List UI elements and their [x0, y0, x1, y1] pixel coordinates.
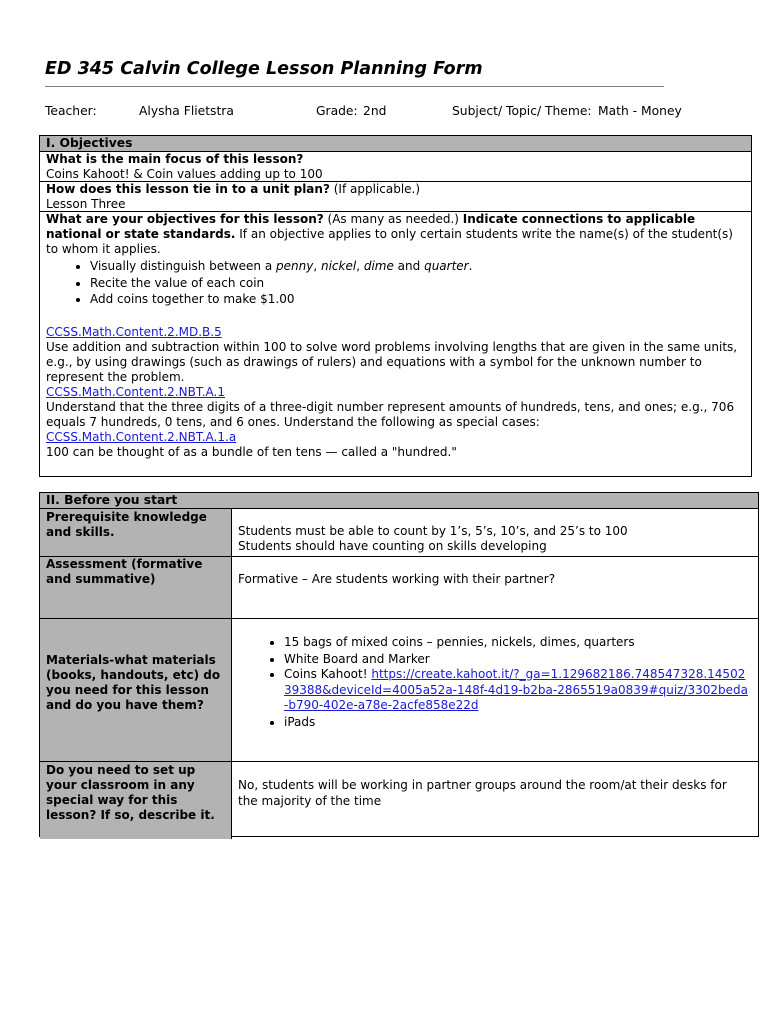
objective-1-nickel: nickel: [320, 259, 357, 273]
objective-1-and: and: [393, 259, 425, 273]
objective-item: [90, 258, 745, 275]
assessment-label: Assessment (formative and summative): [40, 557, 232, 618]
list-item: • White Board and Marker: [284, 651, 750, 668]
table-row: [40, 557, 758, 619]
prereq-content: [232, 509, 758, 556]
standard-text-nbt-a1a: 100 can be thought of as a bundle of ten tens — called a "hundred.": [46, 444, 457, 459]
main-focus-answer: Coins Kahoot! & Coin values adding up to 100: [46, 167, 323, 181]
before-header: II. Before you start: [40, 493, 758, 509]
objectives-question-note: (As many as needed.): [323, 212, 463, 226]
table-row: [40, 509, 758, 557]
standard-link-nbt-a1[interactable]: CCSS.Math.Content.2.NBT.A.1: [46, 384, 226, 399]
setup-line: No, students will be working in partner groups around the room/at their desks for the majority of the time: [238, 778, 727, 808]
unit-plan-answer: Lesson Three: [46, 197, 126, 211]
objectives-section: [39, 135, 752, 477]
standard-text-md-b5: Use addition and subtraction within 100 to solve word problems involving lengths that are given in the same units, e.g., by using drawings (such as drawings of rulers) and equations with a symbol for the unknown number to represent the problem.: [46, 339, 738, 384]
objective-1-text: Visually distinguish between a: [90, 259, 277, 273]
table-row: [40, 619, 758, 762]
standard-link-nbt-a1a[interactable]: CCSS.Math.Content.2.NBT.A.1.a: [46, 429, 237, 444]
form-title: ED 345 Calvin College Lesson Planning Form: [45, 59, 483, 79]
objective-1-end: .: [468, 259, 473, 273]
main-focus-block: [40, 152, 751, 182]
grade-label: Grade:: [316, 104, 358, 118]
objectives-block: [40, 212, 751, 460]
objective-1-sep2: ,: [356, 259, 364, 273]
objectives-question: [46, 212, 745, 257]
standard-link-md-b5[interactable]: CCSS.Math.Content.2.MD.B.5: [46, 324, 222, 339]
list-item: • 15 bags of mixed coins – pennies, nickels, dimes, quarters: [284, 634, 750, 651]
subject-label: Subject/ Topic/ Theme:: [452, 104, 592, 118]
materials-list: [232, 634, 750, 730]
subject-value: Math - Money: [598, 104, 682, 118]
before-you-start-section: [39, 492, 759, 837]
objectives-list: [46, 258, 745, 308]
unit-plan-question: How does this lesson tie in to a unit plan?: [46, 182, 330, 196]
objectives-question-standards: Indicate connections to applicable national or state standards.: [46, 212, 696, 241]
materials-label: Materials-what materials (books, handouts, etc) do you need for this lesson and do you have them?: [40, 619, 232, 761]
materials-content: [232, 619, 758, 761]
assessment-content: [232, 557, 758, 618]
objectives-header: I. Objectives: [40, 136, 751, 152]
objectives-question-main: What are your objectives for this lesson?: [46, 212, 324, 226]
title-divider: [45, 86, 664, 87]
objective-1-penny: penny: [276, 259, 314, 273]
teacher-value: Alysha Flietstra: [139, 104, 234, 118]
setup-label: Do you need to set up your classroom in any special way for this lesson? If so, describe it.: [40, 762, 232, 839]
grade-value: 2nd: [363, 104, 387, 118]
objective-1-sep1: ,: [313, 259, 321, 273]
main-focus-question: What is the main focus of this lesson?: [46, 152, 304, 166]
objective-item: • Recite the value of each coin: [90, 275, 745, 292]
assessment-line: Formative – Are students working with their partner?: [238, 572, 556, 586]
standard-text-nbt-a1: Understand that the three digits of a three-digit number represent amounts of hundreds, tens, and ones; e.g., 706 equals 7 hundreds, 0 tens, and 6 ones. Understand the following as special cases:: [46, 399, 735, 429]
setup-content: [232, 762, 758, 839]
list-item: • iPads: [284, 714, 750, 731]
kahoot-label: Coins Kahoot!: [284, 667, 372, 681]
objective-1-dime: dime: [363, 259, 394, 273]
table-row: [40, 762, 758, 839]
unit-plan-note: (If applicable.): [329, 182, 421, 196]
prereq-label: Prerequisite knowledge and skills.: [40, 509, 232, 556]
list-item: [284, 667, 750, 714]
objective-1-quarter: quarter: [424, 259, 469, 273]
prereq-line: Students should have counting on skills developing: [238, 539, 547, 553]
prereq-line: Students must be able to count by 1’s, 5’s, 10’s, and 25’s to 100: [238, 524, 628, 538]
teacher-label: Teacher:: [45, 104, 97, 118]
objective-item: • Add coins together to make $1.00: [90, 291, 745, 308]
objectives-question-instructions: If an objective applies to only certain students write the name(s) of the student(s) to whom it applies.: [46, 227, 733, 256]
kahoot-link[interactable]: https://create.kahoot.it/?_ga=1.129682186.748547328.1450239388&deviceId=4005a52a-148f-4d19-b2ba-2865519a0839#quiz/3302beda-b790-402e-a78e-2acfe858e22d: [284, 667, 749, 712]
unit-plan-block: [40, 182, 751, 212]
